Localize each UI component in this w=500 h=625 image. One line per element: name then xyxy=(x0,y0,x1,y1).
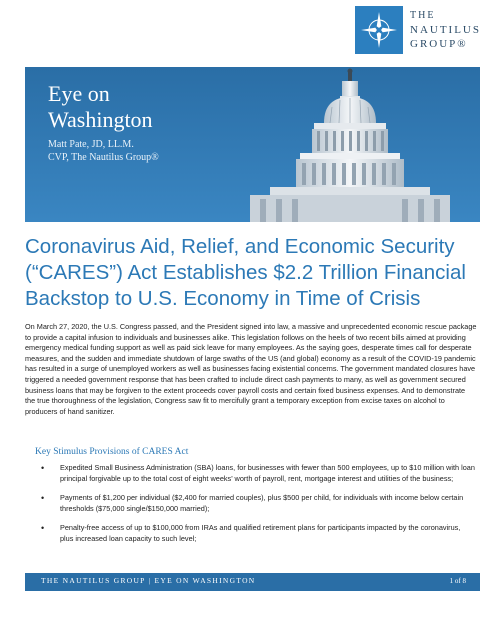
bullet-icon: • xyxy=(41,463,45,473)
author-name: Matt Pate, JD, LL.M. xyxy=(48,139,134,150)
section-subheading: Key Stimulus Provisions of CARES Act xyxy=(35,447,189,457)
intro-paragraph: On March 27, 2020, the U.S. Congress passed, and the President signed into law, a massive and unprecedented economic rescue package to provide a capital infusion to individuals and businesses alike. This legislation follows on the heels of two recent bills aimed at providing emergency medical funding support as well as paid sick leave for many employees. As the saying goes, desperate times call for desperate measures, and the sudden and immediate shutdown of large swaths of the US (and global) economy as a result of the COVID-19 pandemic has resulted in a surge of unemployed workers as well as businesses facing existential concerns. The government mandated closures have triggered a needed government response that has been crafted to include direct cash payments to many, as well as government secured business loans that may be forgiven to the extent proceeds cover payroll costs and certain fixed business expenses. And to demonstrate the true thoroughness of the legislation, Congress saw fit to mercifully grant a temporary exception from excise taxes on alcohol to producers of hand sanitizer. xyxy=(25,322,477,416)
list-item-text: Expedited Small Business Administration (SBA) loans, for businesses with fewer than 500 employees, up to $10 million with loan principal forgivable up to the total cost of eight weeks’ worth of payroll, rent, mortgage interest and utilities of the business; xyxy=(60,463,475,483)
list-item xyxy=(35,463,475,484)
bullet-icon: • xyxy=(41,523,45,534)
list-item xyxy=(35,493,475,514)
logo-line-3: GROUP® xyxy=(410,38,468,50)
list-item xyxy=(35,523,475,544)
list-item-text: Payments of $1,200 per individual ($2,400 for married couples), plus $500 per child, for individuals with income below certain thresholds ($75,000 single/$150,000 married); xyxy=(60,493,464,513)
banner-title-line-2: Washington xyxy=(48,107,153,132)
list-item-text: Penalty-free access of up to $100,000 from IRAs and qualified retirement plans for participants impacted by the coronavirus, plus increased loan capacity to such level; xyxy=(60,523,461,543)
article-headline: Coronavirus Aid, Relief, and Economic Security (“CARES”) Act Establishes $2.2 Trillion Financial Backstop to U.S. Economy in Time of Crisis xyxy=(25,235,466,310)
compass-star-icon xyxy=(355,6,403,54)
logo-wordmark xyxy=(410,9,490,51)
footer-label: THE NAUTILUS GROUP | EYE ON WASHINGTON xyxy=(41,576,256,585)
logo-mark xyxy=(355,6,403,54)
bullet-icon: • xyxy=(41,493,45,504)
provisions-list xyxy=(35,463,475,554)
banner-title xyxy=(48,81,153,133)
page-number: 1 of 8 xyxy=(449,577,466,585)
author-title: CVP, The Nautilus Group® xyxy=(48,152,159,163)
logo-line-1: THE xyxy=(410,10,436,21)
page-footer xyxy=(25,573,480,591)
logo-line-2: NAUTILUS xyxy=(410,24,481,36)
author-block xyxy=(48,138,159,164)
header-banner xyxy=(25,67,480,222)
banner-title-line-1: Eye on xyxy=(48,81,110,106)
capitol-dome-image xyxy=(220,67,480,222)
